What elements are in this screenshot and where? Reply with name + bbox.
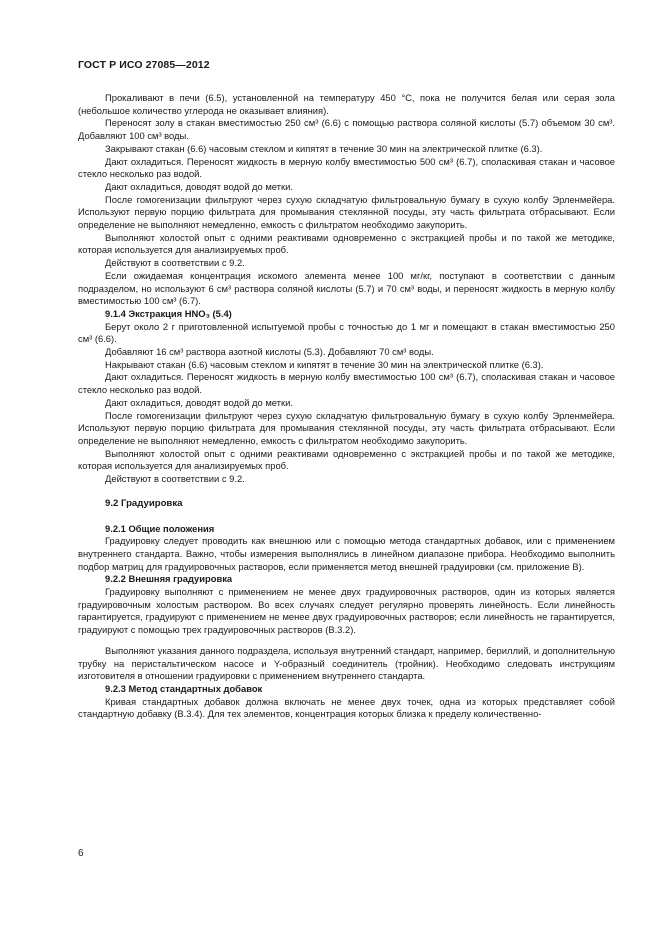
section-heading-9-2: 9.2 Градуировка [105,497,183,509]
paragraph: Градуировку выполняют с применением не менее двух градуировочных растворов, один из которых является градуировочным холостым раствором. Во всех случаях следует регулярно проверять линейность. Если линейность гарантируется, градуируют с применением не менее двух градуировочных растворов; если линейность не гарантируется, градуируют с помощью трех градуировочных растворов (В.3.2). [78,586,615,636]
paragraph: После гомогенизации фильтруют через сухую складчатую фильтровальную бумагу в сухую колбу Эрленмейера. Используют первую порцию фильтрата для промывания стеклянной посуды, эту часть фильтрата отбрасывают. Если определение не выполняют немедленно, емкость с фильтратом необходимо закупорить. [78,409,615,446]
paragraph: Берут около 2 г приготовленной испытуемой пробы с точностью до 1 мг и помещают в стакан вместимостью 250 см³ (6.6). [78,320,615,345]
section-heading-9-2-1: 9.2.1 Общие положения [105,522,215,534]
paragraph: Выполняют холостой опыт с одними реактивами одновременно с экстракцией пробы и по такой же методике, которая используется для анализируемых проб. [78,231,615,256]
paragraph: Действуют в соответствии с 9.2. [105,473,245,485]
paragraph: Выполняют указания данного подраздела, используя внутренний стандарт, например, бериллий, и дополнительную трубку на перистальтическом насосе и Y-образный соединитель (тройник). Необходимо следовать инструкциям изготовителя в отношении градуировки с применением внутреннего стандарта. [78,644,615,682]
page-number: 6 [78,848,84,859]
paragraph: Выполняют холостой опыт с одними реактивами одновременно с экстракцией пробы и по такой же методике, которая используется для анализируемых проб. [78,447,615,472]
paragraph: Дают охладиться. Переносят жидкость в мерную колбу вместимостью 500 см³ (6.7), споласкивая стакан и часовое стекло несколько раз водой. [78,155,615,180]
spacer [78,486,615,498]
paragraph: Градуировку следует проводить как внешнюю или с помощью метода стандартных добавок, или с применением внутреннего стандарта. Важно, чтобы измерения выполнялись в линейном диапазоне прибора. Необходимо выполнить подбор матриц для градуировочных растворов, если применяется метод внешней градуировки (см. приложение В). [78,535,615,572]
paragraph: Дают охладиться. Переносят жидкость в мерную колбу вместимостью 100 см³ (6.7), споласкивая стакан и часовое стекло несколько раз водой. [78,371,615,396]
paragraph: После гомогенизации фильтруют через сухую складчатую фильтровальную бумагу в сухую колбу Эрленмейера. Используют первую порцию фильтрата для промывания стеклянной посуды, эту часть фильтрата отбрасывают. Если определение не выполняют немедленно, емкость с фильтратом необходимо закупорить. [78,193,615,231]
section-heading-9-1-4: 9.1.4 Экстракция HNO₃ (5.4) [105,307,232,319]
paragraph: Дают охладиться, доводят водой до метки. [105,180,293,192]
spacer [78,637,615,645]
paragraph: Добавляют 16 см³ раствора азотной кислоты (5.3). Добавляют 70 см³ воды. [105,346,434,358]
paragraph: Накрывают стакан (6.6) часовым стеклом и кипятят в течение 30 мин на электрической плитке (6.3). [105,358,544,370]
paragraph: Прокаливают в печи (6.5), установленной на температуру 450 °C, пока не получится белая или серая зола (небольшое количество углерода не оказывает влияния). [78,92,615,116]
paragraph: Закрывают стакан (6.6) часовым стеклом и кипятят в течение 30 мин на электрической плитке (6.3). [105,142,543,154]
section-heading-9-2-3: 9.2.3 Метод стандартных добавок [105,682,263,694]
paragraph: Кривая стандартных добавок должна включать не менее двух точек, одна из которых представляет собой стандартную добавку (В.3.4). Для тех элементов, концентрация которых близка к пределу количественно- [78,695,615,720]
document-body [78,92,615,721]
paragraph: Действуют в соответствии с 9.2. [105,257,245,269]
section-heading-9-2-2: 9.2.2 Внешняя градуировка [105,573,233,585]
spacer [78,511,615,523]
paragraph: Переносят золу в стакан вместимостью 250 см³ (6.6) с помощью раствора соляной кислоты (5.7) объемом 30 см³. Добавляют 100 см³ воды. [78,117,615,142]
paragraph: Если ожидаемая концентрация искомого элемента менее 100 мг/кг, поступают в соответствии с данным подразделом, но используют 6 см³ раствора соляной кислоты (5.7) и 70 см³ воды, и переносят жидкость в мерную колбу вместимостью 100 см³ (6.7). [78,269,615,307]
document-header: ГОСТ Р ИСО 27085—2012 [78,59,210,71]
paragraph: Дают охладиться, доводят водой до метки. [105,396,293,408]
